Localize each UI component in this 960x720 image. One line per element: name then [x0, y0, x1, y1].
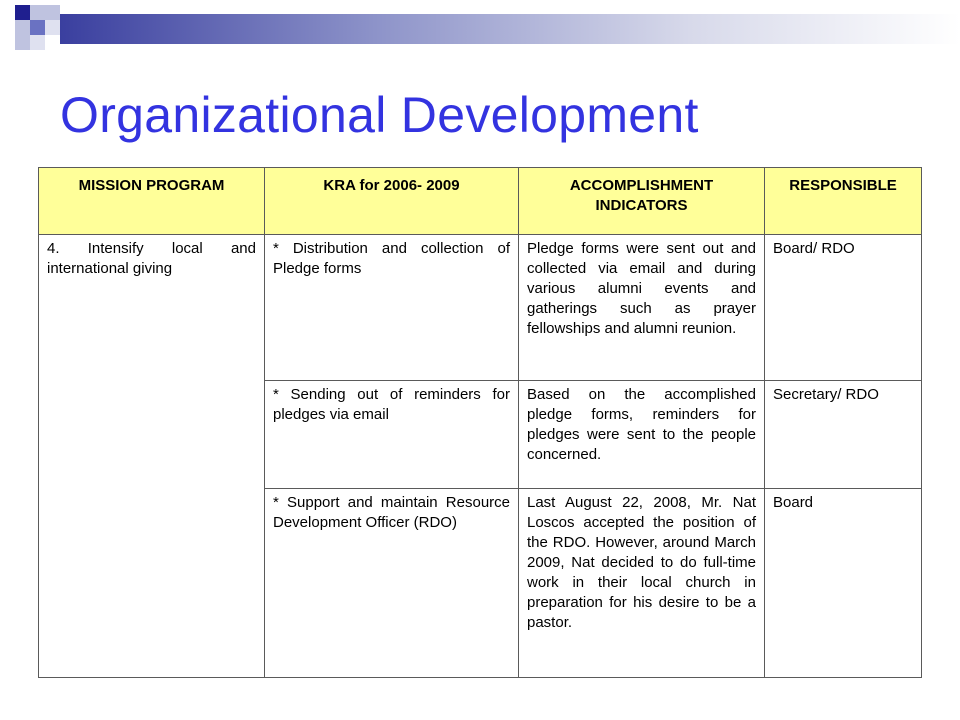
decor-square-pale — [45, 20, 60, 35]
decor-gradient-bar — [60, 14, 960, 44]
mission-program-cell: 4. Intensify local and international giving — [39, 235, 265, 678]
decor-square-mid — [30, 20, 45, 35]
kra-cell: * Support and maintain Resource Development Officer (RDO) — [265, 489, 519, 678]
slide-title: Organizational Development — [60, 87, 699, 143]
header-kra: KRA for 2006- 2009 — [265, 168, 519, 235]
accomplishment-cell: Based on the accomplished pledge forms, reminders for pledges were sent to the people concerned. — [519, 381, 765, 489]
decor-square-navy — [15, 5, 30, 20]
accomplishment-cell: Pledge forms were sent out and collected via email and during various alumni events and gatherings such as prayer fellowships and alumni reunion. — [519, 235, 765, 381]
kra-cell: * Sending out of reminders for pledges via email — [265, 381, 519, 489]
kra-cell: * Distribution and collection of Pledge forms — [265, 235, 519, 381]
decor-square-light — [15, 20, 30, 50]
header-mission-program: MISSION PROGRAM — [39, 168, 265, 235]
header-row — [39, 168, 922, 235]
decor-square-light — [30, 5, 60, 20]
responsible-cell: Board/ RDO — [765, 235, 922, 381]
accomplishment-cell: Last August 22, 2008, Mr. Nat Loscos accepted the position of the RDO. However, around March 2009, Nat decided to do full-time work in their local church in preparation for his desire to be a pastor. — [519, 489, 765, 678]
header-responsible: RESPONSIBLE — [765, 168, 922, 235]
responsible-cell: Board — [765, 489, 922, 678]
responsible-cell: Secretary/ RDO — [765, 381, 922, 489]
decor-square-pale — [30, 35, 45, 50]
table-row — [39, 235, 922, 381]
header-accomplishment-indicators: ACCOMPLISHMENT INDICATORS — [519, 168, 765, 235]
kra-table — [38, 167, 922, 678]
